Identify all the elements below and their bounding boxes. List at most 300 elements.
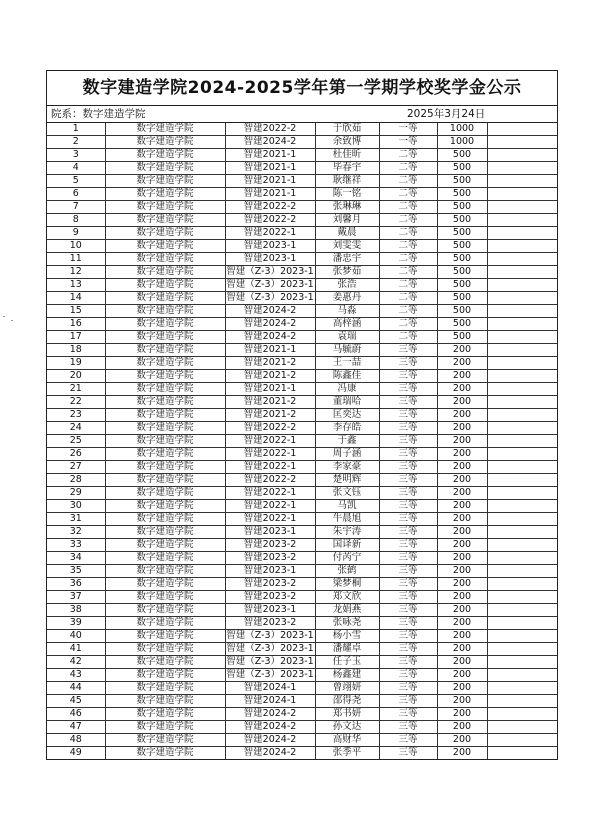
table-row <box>47 266 557 279</box>
award-level-cell: 二等 <box>379 266 437 279</box>
table-row <box>47 227 557 240</box>
row-number: 4 <box>47 162 105 175</box>
class-cell: 智建2022-1 <box>225 461 315 474</box>
student-name-cell: 高财华 <box>315 734 379 747</box>
student-name-cell: 张梦茹 <box>315 266 379 279</box>
amount-cell: 200 <box>437 552 487 565</box>
empty-cell <box>487 123 557 136</box>
empty-cell <box>487 175 557 188</box>
college-cell: 数字建造学院 <box>105 591 225 604</box>
amount-cell: 500 <box>437 318 487 331</box>
award-level-cell: 三等 <box>379 409 437 422</box>
amount-cell: 500 <box>437 279 487 292</box>
award-level-cell: 二等 <box>379 292 437 305</box>
college-cell: 数字建造学院 <box>105 370 225 383</box>
table-row <box>47 656 557 669</box>
amount-cell: 200 <box>437 643 487 656</box>
table-row <box>47 448 557 461</box>
class-cell: 智建2022-2 <box>225 474 315 487</box>
class-cell: 智建2024-2 <box>225 136 315 149</box>
college-cell: 数字建造学院 <box>105 513 225 526</box>
empty-cell <box>487 279 557 292</box>
class-cell: 智建2022-2 <box>225 214 315 227</box>
class-cell: 智建2023-1 <box>225 253 315 266</box>
table-row <box>47 734 557 747</box>
student-name-cell: 张浩 <box>315 279 379 292</box>
table-row <box>47 565 557 578</box>
row-number: 2 <box>47 136 105 149</box>
student-name-cell: 马淼 <box>315 305 379 318</box>
college-cell: 数字建造学院 <box>105 474 225 487</box>
empty-cell <box>487 526 557 539</box>
table-row <box>47 526 557 539</box>
row-number: 30 <box>47 500 105 513</box>
class-cell: 智建2024-1 <box>225 682 315 695</box>
college-cell: 数字建造学院 <box>105 539 225 552</box>
college-cell: 数字建造学院 <box>105 682 225 695</box>
college-cell: 数字建造学院 <box>105 422 225 435</box>
amount-cell: 200 <box>437 578 487 591</box>
award-level-cell: 二等 <box>379 253 437 266</box>
award-level-cell: 三等 <box>379 513 437 526</box>
table-row <box>47 409 557 422</box>
row-number: 44 <box>47 682 105 695</box>
college-cell: 数字建造学院 <box>105 162 225 175</box>
student-name-cell: 张琳琳 <box>315 201 379 214</box>
empty-cell <box>487 422 557 435</box>
table-row <box>47 578 557 591</box>
class-cell: 智建2023-2 <box>225 591 315 604</box>
college-cell: 数字建造学院 <box>105 214 225 227</box>
class-cell: 智建2023-2 <box>225 552 315 565</box>
empty-cell <box>487 253 557 266</box>
amount-cell: 500 <box>437 162 487 175</box>
row-number: 29 <box>47 487 105 500</box>
award-level-cell: 三等 <box>379 656 437 669</box>
amount-cell: 500 <box>437 292 487 305</box>
class-cell: 智建（Z-3）2023-1 <box>226 656 314 667</box>
student-name-cell: 潘耀卓 <box>315 643 379 656</box>
class-cell: 智建2023-1 <box>225 240 315 253</box>
student-name-cell: 楚明辉 <box>315 474 379 487</box>
student-name-cell: 杜佳昕 <box>315 149 379 162</box>
row-number: 37 <box>47 591 105 604</box>
scan-speck <box>11 320 13 321</box>
class-cell: 智建2024-2 <box>225 708 315 721</box>
empty-cell <box>487 617 557 630</box>
empty-cell <box>487 149 557 162</box>
student-name-cell: 于欣茹 <box>315 123 379 136</box>
row-number: 7 <box>47 201 105 214</box>
student-name-cell: 董瑞哈 <box>315 396 379 409</box>
row-number: 31 <box>47 513 105 526</box>
row-number: 25 <box>47 435 105 448</box>
row-number: 26 <box>47 448 105 461</box>
award-level-cell: 三等 <box>379 383 437 396</box>
empty-cell <box>487 344 557 357</box>
row-number: 13 <box>47 279 105 292</box>
amount-cell: 200 <box>437 695 487 708</box>
empty-cell <box>487 721 557 734</box>
student-name-cell: 张季平 <box>315 747 379 760</box>
empty-cell <box>487 162 557 175</box>
empty-cell <box>487 396 557 409</box>
class-cell: 智建2021-2 <box>225 370 315 383</box>
class-cell: 智建2024-2 <box>225 734 315 747</box>
row-number: 28 <box>47 474 105 487</box>
student-name-cell: 高梓涵 <box>315 318 379 331</box>
award-level-cell: 二等 <box>379 149 437 162</box>
scholarship-table <box>47 123 557 759</box>
amount-cell: 200 <box>437 409 487 422</box>
student-name-cell: 王一喆 <box>315 357 379 370</box>
row-number: 40 <box>47 630 105 643</box>
empty-cell <box>487 578 557 591</box>
amount-cell: 200 <box>437 747 487 760</box>
empty-cell <box>487 292 557 305</box>
empty-cell <box>487 370 557 383</box>
college-cell: 数字建造学院 <box>105 396 225 409</box>
college-cell: 数字建造学院 <box>105 500 225 513</box>
class-cell: 智建2022-1 <box>225 487 315 500</box>
row-number: 35 <box>47 565 105 578</box>
student-name-cell: 周子涵 <box>315 448 379 461</box>
empty-cell <box>487 331 557 344</box>
award-level-cell: 三等 <box>379 448 437 461</box>
student-name-cell: 陈鑫佳 <box>315 370 379 383</box>
table-row <box>47 344 557 357</box>
amount-cell: 200 <box>437 396 487 409</box>
amount-cell: 500 <box>437 253 487 266</box>
empty-cell <box>487 227 557 240</box>
award-level-cell: 三等 <box>379 357 437 370</box>
student-name-cell: 李存皓 <box>315 422 379 435</box>
class-cell: 智建（Z-3）2023-1 <box>226 669 314 680</box>
class-cell: 智建2024-2 <box>225 331 315 344</box>
college-cell: 数字建造学院 <box>105 253 225 266</box>
student-name-cell: 国译新 <box>315 539 379 552</box>
college-cell: 数字建造学院 <box>105 708 225 721</box>
row-number: 41 <box>47 643 105 656</box>
table-row <box>47 435 557 448</box>
award-level-cell: 三等 <box>379 682 437 695</box>
table-row <box>47 175 557 188</box>
student-name-cell: 戴晨 <box>315 227 379 240</box>
class-cell: 智建（Z-3）2023-1 <box>226 630 314 641</box>
scan-speck <box>3 316 5 317</box>
student-name-cell: 张咏尧 <box>315 617 379 630</box>
student-name-cell: 邵得尧 <box>315 695 379 708</box>
row-number: 39 <box>47 617 105 630</box>
row-number: 45 <box>47 695 105 708</box>
student-name-cell: 刘馨月 <box>315 214 379 227</box>
college-cell: 数字建造学院 <box>105 565 225 578</box>
amount-cell: 200 <box>437 734 487 747</box>
empty-cell <box>487 435 557 448</box>
award-level-cell: 三等 <box>379 422 437 435</box>
empty-cell <box>487 448 557 461</box>
row-number: 16 <box>47 318 105 331</box>
class-cell: 智建2022-1 <box>225 435 315 448</box>
college-cell: 数字建造学院 <box>105 318 225 331</box>
table-row <box>47 487 557 500</box>
amount-cell: 200 <box>437 344 487 357</box>
college-cell: 数字建造学院 <box>105 357 225 370</box>
empty-cell <box>487 500 557 513</box>
college-cell: 数字建造学院 <box>105 734 225 747</box>
amount-cell: 200 <box>437 357 487 370</box>
award-level-cell: 三等 <box>379 370 437 383</box>
row-number: 22 <box>47 396 105 409</box>
college-cell: 数字建造学院 <box>105 721 225 734</box>
student-name-cell: 张鹤 <box>315 565 379 578</box>
award-level-cell: 二等 <box>379 175 437 188</box>
student-name-cell: 马毓蔚 <box>315 344 379 357</box>
class-cell: 智建2023-2 <box>225 617 315 630</box>
row-number: 19 <box>47 357 105 370</box>
award-level-cell: 三等 <box>379 344 437 357</box>
table-row <box>47 149 557 162</box>
row-number: 14 <box>47 292 105 305</box>
college-cell: 数字建造学院 <box>105 344 225 357</box>
amount-cell: 500 <box>437 305 487 318</box>
college-cell: 数字建造学院 <box>105 123 225 136</box>
row-number: 8 <box>47 214 105 227</box>
college-cell: 数字建造学院 <box>105 487 225 500</box>
empty-cell <box>487 695 557 708</box>
amount-cell: 200 <box>437 422 487 435</box>
class-cell: 智建2022-1 <box>225 513 315 526</box>
table-row <box>47 695 557 708</box>
college-cell: 数字建造学院 <box>105 552 225 565</box>
class-cell: 智建2022-2 <box>225 201 315 214</box>
amount-cell: 200 <box>437 435 487 448</box>
amount-cell: 1000 <box>437 136 487 149</box>
row-number: 20 <box>47 370 105 383</box>
empty-cell <box>487 565 557 578</box>
college-cell: 数字建造学院 <box>105 175 225 188</box>
empty-cell <box>487 682 557 695</box>
class-cell: 智建2021-1 <box>225 162 315 175</box>
table-row <box>47 539 557 552</box>
college-cell: 数字建造学院 <box>105 604 225 617</box>
college-cell: 数字建造学院 <box>105 279 225 292</box>
award-level-cell: 三等 <box>379 461 437 474</box>
row-number: 3 <box>47 149 105 162</box>
table-row <box>47 643 557 656</box>
row-number: 17 <box>47 331 105 344</box>
amount-cell: 200 <box>437 487 487 500</box>
amount-cell: 500 <box>437 266 487 279</box>
empty-cell <box>487 487 557 500</box>
table-row <box>47 253 557 266</box>
class-cell: 智建2024-2 <box>225 318 315 331</box>
empty-cell <box>487 734 557 747</box>
row-number: 27 <box>47 461 105 474</box>
student-name-cell: 潘忠宇 <box>315 253 379 266</box>
class-cell: 智建2021-1 <box>225 188 315 201</box>
college-cell: 数字建造学院 <box>105 292 225 305</box>
award-level-cell: 二等 <box>379 188 437 201</box>
class-cell: 智建2024-1 <box>225 695 315 708</box>
class-cell: 智建2023-2 <box>225 578 315 591</box>
class-cell: 智建2024-2 <box>225 305 315 318</box>
amount-cell: 500 <box>437 201 487 214</box>
table-row <box>47 292 557 305</box>
empty-cell <box>487 214 557 227</box>
amount-cell: 500 <box>437 188 487 201</box>
student-name-cell: 毕春宇 <box>315 162 379 175</box>
table-row <box>47 214 557 227</box>
amount-cell: 200 <box>437 370 487 383</box>
award-level-cell: 二等 <box>379 240 437 253</box>
row-number: 47 <box>47 721 105 734</box>
row-number: 21 <box>47 383 105 396</box>
student-name-cell: 姜惠丹 <box>315 292 379 305</box>
award-level-cell: 三等 <box>379 435 437 448</box>
award-level-cell: 三等 <box>379 643 437 656</box>
empty-cell <box>487 188 557 201</box>
table-row <box>47 682 557 695</box>
notice-date: 2025年3月24日 <box>407 108 486 120</box>
award-level-cell: 三等 <box>379 565 437 578</box>
table-row <box>47 201 557 214</box>
empty-cell <box>487 383 557 396</box>
award-level-cell: 二等 <box>379 318 437 331</box>
row-number: 12 <box>47 266 105 279</box>
department-label: 院系：数字建造学院 <box>51 108 146 120</box>
student-name-cell: 郑书妍 <box>315 708 379 721</box>
award-level-cell: 二等 <box>379 279 437 292</box>
class-cell: 智建2023-1 <box>225 604 315 617</box>
table-row <box>47 279 557 292</box>
award-level-cell: 三等 <box>379 734 437 747</box>
college-cell: 数字建造学院 <box>105 409 225 422</box>
class-cell: 智建2021-1 <box>225 344 315 357</box>
row-number: 24 <box>47 422 105 435</box>
table-row <box>47 513 557 526</box>
row-number: 34 <box>47 552 105 565</box>
college-cell: 数字建造学院 <box>105 669 225 682</box>
class-cell: 智建2021-2 <box>225 357 315 370</box>
award-level-cell: 三等 <box>379 474 437 487</box>
row-number: 46 <box>47 708 105 721</box>
class-cell: 智建（Z-3）2023-1 <box>226 643 314 654</box>
amount-cell: 200 <box>437 565 487 578</box>
award-level-cell: 三等 <box>379 695 437 708</box>
table-row <box>47 123 557 136</box>
table-row <box>47 552 557 565</box>
empty-cell <box>487 305 557 318</box>
empty-cell <box>487 708 557 721</box>
amount-cell: 200 <box>437 448 487 461</box>
student-name-cell: 龙娟燕 <box>315 604 379 617</box>
student-name-cell: 朱宇涛 <box>315 526 379 539</box>
amount-cell: 200 <box>437 500 487 513</box>
class-cell: 智建2023-2 <box>225 539 315 552</box>
table-row <box>47 305 557 318</box>
student-name-cell: 刘雯雯 <box>315 240 379 253</box>
student-name-cell: 任子玉 <box>315 656 379 669</box>
table-row <box>47 591 557 604</box>
award-level-cell: 三等 <box>379 526 437 539</box>
row-number: 23 <box>47 409 105 422</box>
table-row <box>47 370 557 383</box>
empty-cell <box>487 539 557 552</box>
student-name-cell: 牛晨旭 <box>315 513 379 526</box>
award-level-cell: 三等 <box>379 747 437 760</box>
award-level-cell: 二等 <box>379 214 437 227</box>
amount-cell: 500 <box>437 214 487 227</box>
empty-cell <box>487 201 557 214</box>
student-name-cell: 郑文欣 <box>315 591 379 604</box>
empty-cell <box>487 240 557 253</box>
amount-cell: 200 <box>437 630 487 643</box>
class-cell: 智建2021-1 <box>225 383 315 396</box>
award-level-cell: 三等 <box>379 500 437 513</box>
table-row <box>47 617 557 630</box>
college-cell: 数字建造学院 <box>105 305 225 318</box>
empty-cell <box>487 747 557 760</box>
award-level-cell: 二等 <box>379 227 437 240</box>
student-name-cell: 杨小雪 <box>315 630 379 643</box>
table-row <box>47 136 557 149</box>
class-cell: 智建2021-2 <box>225 409 315 422</box>
row-number: 48 <box>47 734 105 747</box>
amount-cell: 200 <box>437 461 487 474</box>
student-name-cell: 马凯 <box>315 500 379 513</box>
empty-cell <box>487 461 557 474</box>
college-cell: 数字建造学院 <box>105 448 225 461</box>
award-level-cell: 三等 <box>379 539 437 552</box>
college-cell: 数字建造学院 <box>105 630 225 643</box>
table-row <box>47 604 557 617</box>
empty-cell <box>487 266 557 279</box>
empty-cell <box>487 643 557 656</box>
student-name-cell: 李家豪 <box>315 461 379 474</box>
student-name-cell: 冯康 <box>315 383 379 396</box>
class-cell: 智建（Z-3）2023-1 <box>226 279 314 290</box>
row-number: 1 <box>47 123 105 136</box>
row-number: 36 <box>47 578 105 591</box>
award-level-cell: 三等 <box>379 604 437 617</box>
class-cell: 智建（Z-3）2023-1 <box>226 292 314 303</box>
college-cell: 数字建造学院 <box>105 383 225 396</box>
table-row <box>47 747 557 760</box>
class-cell: 智建2024-2 <box>225 747 315 760</box>
amount-cell: 200 <box>437 656 487 669</box>
college-cell: 数字建造学院 <box>105 656 225 669</box>
amount-cell: 500 <box>437 240 487 253</box>
document-title: 数字建造学院2024-2025学年第一学期学校奖学金公示 <box>47 71 557 106</box>
class-cell: 智建2021-1 <box>225 149 315 162</box>
row-number: 42 <box>47 656 105 669</box>
class-cell: 智建2024-2 <box>225 721 315 734</box>
award-level-cell: 二等 <box>379 162 437 175</box>
student-name-cell: 于鑫 <box>315 435 379 448</box>
table-row <box>47 383 557 396</box>
row-number: 18 <box>47 344 105 357</box>
award-level-cell: 三等 <box>379 578 437 591</box>
row-number: 6 <box>47 188 105 201</box>
row-number: 43 <box>47 669 105 682</box>
empty-cell <box>487 604 557 617</box>
student-name-cell: 余致博 <box>315 136 379 149</box>
college-cell: 数字建造学院 <box>105 201 225 214</box>
amount-cell: 200 <box>437 539 487 552</box>
award-level-cell: 二等 <box>379 331 437 344</box>
award-level-cell: 三等 <box>379 669 437 682</box>
